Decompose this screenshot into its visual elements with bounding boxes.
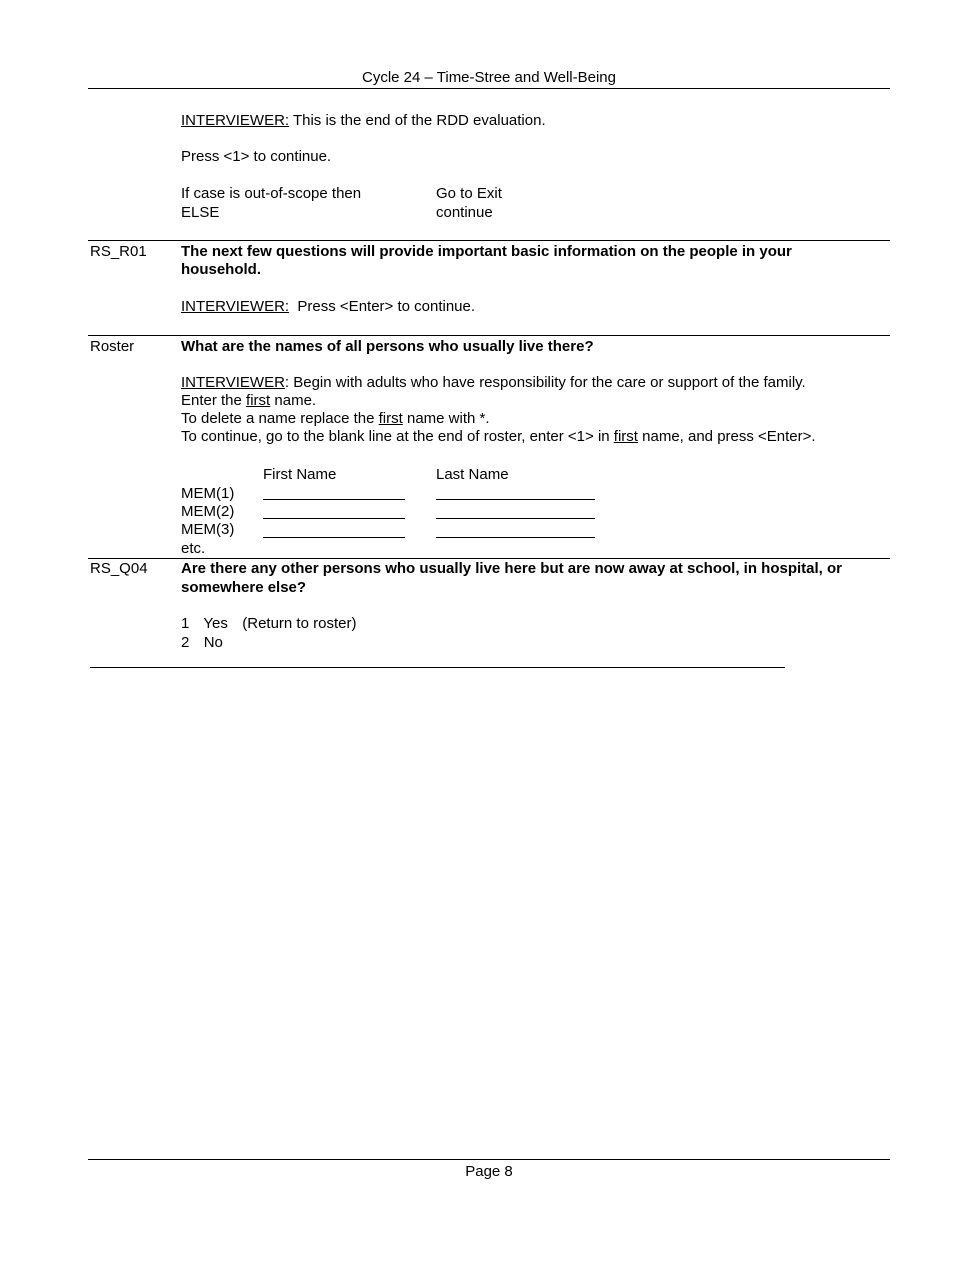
roster-instruction-line <box>181 428 816 446</box>
question-text: What are the names of all persons who usually live there? <box>181 338 594 355</box>
member-label: MEM(3) <box>181 521 235 538</box>
column-header-last-name: Last Name <box>436 466 509 483</box>
question-text: Are there any other persons who usually live here but are now away at school, in hospital, or <box>181 560 842 577</box>
instruction-text: : Begin with adults who have responsibility for the care or support of the family. <box>284 374 806 391</box>
page-number: Page 8 <box>465 1163 513 1180</box>
roster-instruction-line <box>181 374 806 392</box>
question-text-cont: household. <box>181 261 261 278</box>
instruction-text: Enter the <box>181 392 247 409</box>
first-name-blank[interactable] <box>263 537 405 538</box>
end-of-evaluation-text: This is the end of the RDD evaluation. <box>289 112 546 129</box>
section-divider <box>88 240 890 241</box>
press-continue-text: Press <1> to continue. <box>181 148 332 165</box>
instruction-text: name with *. <box>402 410 490 427</box>
question-text-cont: somewhere else? <box>181 579 307 596</box>
option-note: (Return to roster) <box>242 615 357 632</box>
section-divider <box>88 335 890 336</box>
emphasis-first: first <box>246 392 271 409</box>
emphasis-first: first <box>378 410 403 427</box>
instruction-text: Press <Enter> to continue. <box>289 298 476 315</box>
instruction-text: name. <box>270 392 317 409</box>
question-code: RS_Q04 <box>90 560 148 577</box>
option-number: 2 <box>181 634 190 651</box>
option-number: 1 <box>181 615 190 632</box>
option-label: Yes <box>203 615 228 632</box>
member-label: MEM(1) <box>181 485 235 502</box>
condition-action: Go to Exit <box>436 185 502 202</box>
answer-option[interactable] <box>181 634 223 652</box>
section-divider <box>88 558 890 559</box>
question-code: Roster <box>90 338 135 355</box>
first-name-blank[interactable] <box>263 499 405 500</box>
interviewer-label: INTERVIEWER: <box>181 112 290 129</box>
answer-option[interactable] <box>181 615 356 633</box>
page-header-title: Cycle 24 – Time-Stree and Well-Being <box>361 69 616 86</box>
header-rule <box>88 88 890 89</box>
footer-rule <box>88 1159 890 1160</box>
first-name-blank[interactable] <box>263 518 405 519</box>
member-etc: etc. <box>181 540 206 557</box>
condition-text: If case is out-of-scope then <box>181 185 362 202</box>
instruction-text: name, and press <Enter>. <box>637 428 816 445</box>
condition-text: ELSE <box>181 204 220 221</box>
instruction-text: To continue, go to the blank line at the end of roster, enter <1> in <box>181 428 614 445</box>
option-label: No <box>203 634 223 651</box>
last-name-blank[interactable] <box>436 537 595 538</box>
question-code: RS_R01 <box>90 243 147 260</box>
last-name-blank[interactable] <box>436 499 595 500</box>
interviewer-label: INTERVIEWER: <box>181 298 290 315</box>
instruction-text: To delete a name replace the <box>181 410 379 427</box>
roster-instruction-line <box>181 392 316 410</box>
rs-r01-instruction <box>181 298 475 316</box>
question-text: The next few questions will provide important basic information on the people in your <box>181 243 792 260</box>
end-rule <box>90 667 785 668</box>
member-label: MEM(2) <box>181 503 235 520</box>
intro-interviewer-line <box>181 112 546 130</box>
roster-instruction-line <box>181 410 490 428</box>
emphasis-first: first <box>613 428 638 445</box>
condition-action: continue <box>436 204 493 221</box>
interviewer-label: INTERVIEWER <box>181 374 285 391</box>
last-name-blank[interactable] <box>436 518 595 519</box>
column-header-first-name: First Name <box>263 466 337 483</box>
